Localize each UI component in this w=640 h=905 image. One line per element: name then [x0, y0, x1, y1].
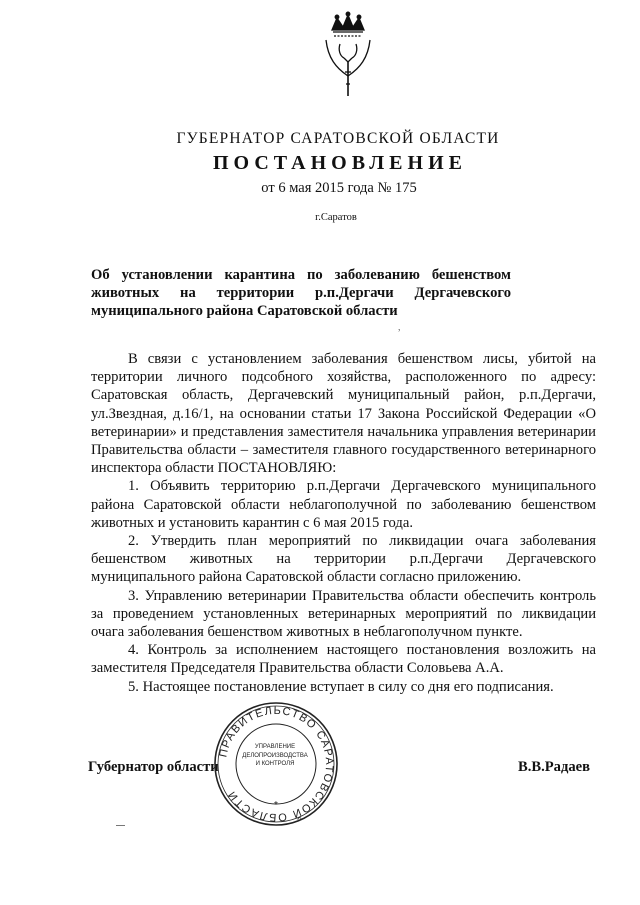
seal-inner-line: И КОНТРОЛЯ: [255, 761, 295, 767]
body-paragraph-item-3: 3. Управлению ветеринарии Правительства области обеспечить контроль за проведением установленных ветеринарных мероприятий по ликвидации очага заболевания бешенством животных в неблагополучном пункте.: [91, 587, 596, 641]
document-body: [91, 350, 596, 696]
subject-line: животных на территории р.п.Дергачи Дергачевского: [91, 285, 511, 301]
body-paragraph-preamble: В связи с установлением заболевания бешенством лисы, убитой на территории личного подсобного хозяйства, расположенного по адресу: Саратовская область, Дергачевский муниципальный район, р.п.Дергачи, ул.Звездная, д.16/1, на основании статьи 17 Закона Российской Федерации «О ветеринарии» и представления заместителя начальника управления ветеринарии Правительства области – заместителя главного государственного ветеринарного инспектора области ПОСТАНОВЛЯЮ:: [91, 351, 596, 477]
seal-inner-line: ДЕЛОПРОИЗВОДСТВА: [242, 752, 308, 759]
seal-star: *: [274, 800, 278, 811]
coat-of-arms-emblem: [310, 10, 386, 100]
seal-outer-text: ПРАВИТЕЛЬСТВО САРАТОВСКОЙ ОБЛАСТИ: [217, 704, 336, 824]
subject-line: муниципального района Саратовской области: [91, 303, 398, 319]
body-paragraph-item-4: 4. Контроль за исполнением настоящего постановления возложить на заместителя Председателя Правительства области Соловьева А.А.: [91, 642, 596, 677]
document-type-heading: ПОСТАНОВЛЕНИЕ: [213, 152, 467, 174]
issuing-authority: ГУБЕРНАТОР САРАТОВСКОЙ ОБЛАСТИ: [176, 130, 500, 147]
subject-line: Об установлении карантина по заболеванию бешенством: [91, 267, 511, 283]
scan-mark: ,: [398, 322, 401, 333]
seal-inner-line: УПРАВЛЕНИЕ: [254, 744, 296, 750]
seal-inner-text: [240, 743, 310, 769]
document-subject: [91, 266, 511, 320]
body-paragraph-item-5: 5. Настоящее постановление вступает в силу со дня его подписания.: [128, 678, 554, 695]
document-date-number: от 6 мая 2015 года № 175: [261, 180, 417, 196]
body-paragraph-item-1: 1. Объявить территорию р.п.Дергачи Дергачевского муниципального района Саратовской области неблагополучной по заболеванию бешенством животных и установить карантин с 6 мая 2015 года.: [91, 478, 596, 531]
scan-mark-dash: [116, 825, 125, 826]
body-paragraph-item-2: 2. Утвердить план мероприятий по ликвидации очага заболевания бешенством животных на территории р.п.Дергачи Дергачевского муниципального района Саратовской области согласно приложению.: [91, 533, 596, 586]
document-city: г.Саратов: [315, 212, 357, 223]
signatory-name: В.В.Радаев: [518, 759, 591, 775]
signatory-title: Губернатор области: [88, 759, 219, 775]
